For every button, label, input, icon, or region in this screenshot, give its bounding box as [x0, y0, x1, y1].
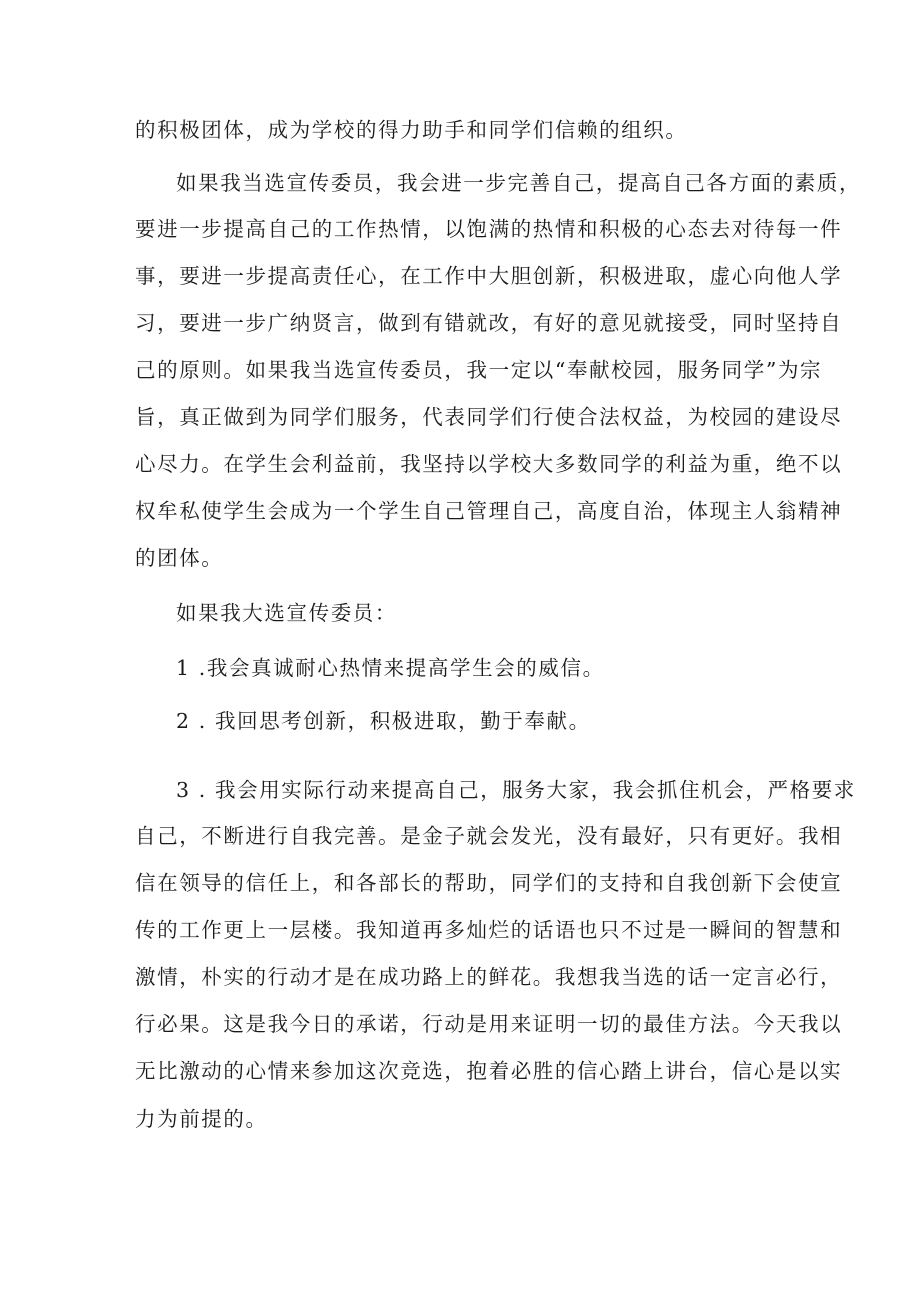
list-item-line: 力为前提的。 — [135, 1107, 268, 1131]
paragraph-line: 的团体。 — [135, 546, 224, 570]
paragraph-line: 习，要进一步广纳贤言，做到有错就改，有好的意见就接受，同时坚持自 — [135, 311, 843, 335]
list-item-line: 无比激动的心情来参加这次竞选，抱着必胜的信心踏上讲台，信心是以实 — [135, 1059, 843, 1083]
paragraph-line: 要进一步提高自己的工作热情，以饱满的热情和积极的心态去对待每一件 — [135, 217, 843, 241]
paragraph-line: 权牟私使学生会成为一个学生自己管理自己，高度自治，体现主人翁精神 — [135, 499, 843, 523]
list-item-line: 行必果。这是我今日的承诺，行动是用来证明一切的最佳方法。今天我以 — [135, 1012, 843, 1036]
list-item-line: 3 . 我会用实际行动来提高自己，服务大家，我会抓住机会，严格要求 — [176, 778, 856, 802]
list-item-line: 信在领导的信任上，和各部长的帮助，同学们的支持和自我创新下会使宣 — [135, 871, 843, 895]
paragraph-line: 的积极团体，成为学校的得力助手和同学们信赖的组织。 — [135, 118, 688, 142]
paragraph-line: 如果我当选宣传委员，我会进一步完善自己，提高自己各方面的素质， — [176, 171, 862, 195]
list-item-line: 自己，不断进行自我完善。是金子就会发光，没有最好，只有更好。我相 — [135, 824, 843, 848]
paragraph-line: 如果我大选宣传委员： — [176, 601, 397, 625]
list-item-line: 传的工作更上一层楼。我知道再多灿烂的话语也只不过是一瞬间的智慧和 — [135, 918, 843, 942]
list-item-line: 1 .我会真诚耐心热情来提高学生会的威信。 — [176, 656, 605, 680]
paragraph-line: 心尽力。在学生会利益前，我坚持以学校大多数同学的利益为重，绝不以 — [135, 452, 843, 476]
list-item-line: 2 . 我回思考创新，积极进取，勤于奉献。 — [176, 709, 591, 733]
paragraph-line: 旨，真正做到为同学们服务，代表同学们行使合法权益，为校园的建设尽 — [135, 405, 843, 429]
paragraph-line: 己的原则。如果我当选宣传委员，我一定以“奉献校园，服务同学”为宗 — [135, 358, 823, 382]
paragraph-line: 事，要进一步提高责任心，在工作中大胆创新，积极进取，虚心向他人学 — [135, 264, 843, 288]
list-item-line: 激情，朴实的行动才是在成功路上的鲜花。我想我当选的话一定言必行， — [135, 965, 843, 989]
